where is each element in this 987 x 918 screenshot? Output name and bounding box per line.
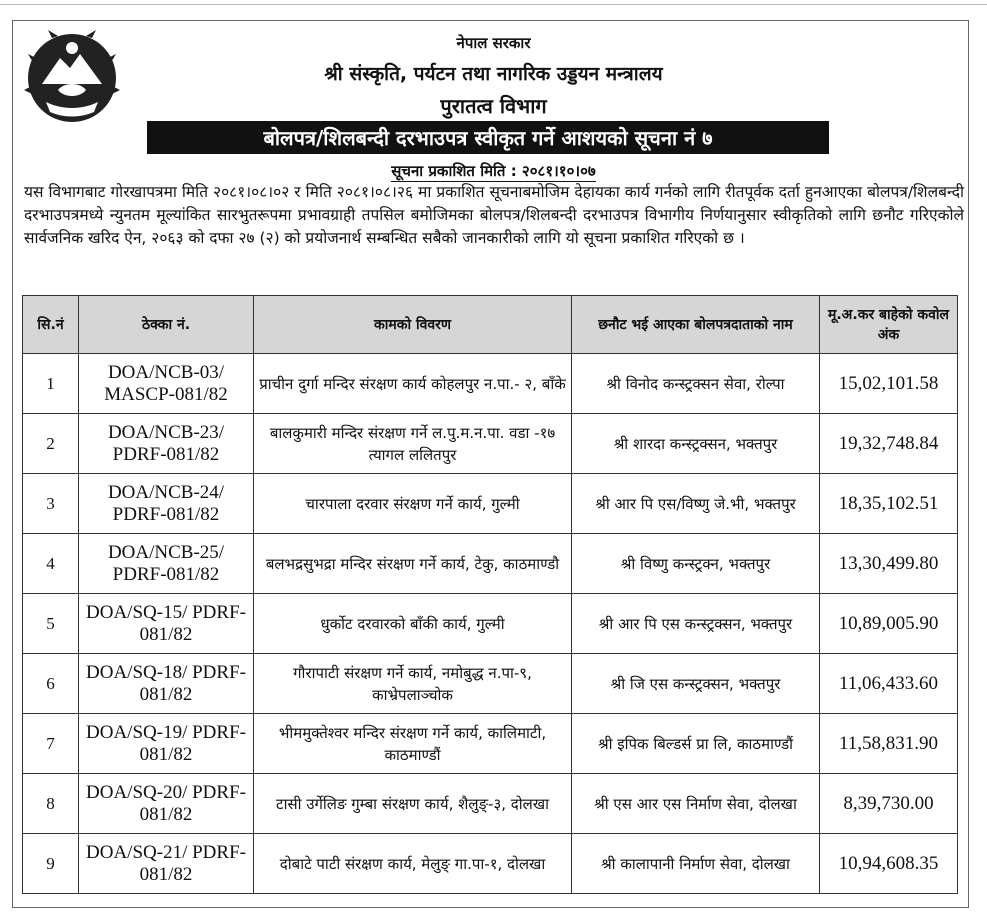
row-bidder-name: श्री इपिक बिल्डर्स प्रा लि, काठमाण्डौं — [572, 714, 820, 774]
row-bid-amount: 11,58,831.90 — [820, 714, 958, 774]
table-row — [23, 834, 958, 894]
row-sn: 7 — [23, 714, 79, 774]
row-bidder-name: श्री विनोद कन्स्ट्रक्सन सेवा, रोल्पा — [572, 354, 820, 414]
row-bidder-name: श्री जि एस कन्स्ट्रक्सन, भक्तपुर — [572, 654, 820, 714]
row-contract-no: DOA/SQ-21/ PDRF-081/82 — [79, 834, 254, 894]
header-bid-amount: मू.अ.कर बाहेको कवोल अंक — [820, 296, 958, 354]
row-bid-amount: 10,94,608.35 — [820, 834, 958, 894]
row-contract-no: DOA/SQ-18/ PDRF-081/82 — [79, 654, 254, 714]
row-sn: 1 — [23, 354, 79, 414]
row-sn: 8 — [23, 774, 79, 834]
header-sn: सि.नं — [23, 296, 79, 354]
table-row — [23, 774, 958, 834]
table-header-row — [23, 296, 958, 354]
row-sn: 5 — [23, 594, 79, 654]
row-bidder-name: श्री कालापानी निर्माण सेवा, दोलखा — [572, 834, 820, 894]
row-bid-amount: 13,30,499.80 — [820, 534, 958, 594]
row-sn: 6 — [23, 654, 79, 714]
table-row — [23, 654, 958, 714]
notice-title-banner — [147, 121, 829, 154]
table-row — [23, 414, 958, 474]
table-row — [23, 474, 958, 534]
row-bidder-name: श्री एस आर एस निर्माण सेवा, दोलखा — [572, 774, 820, 834]
row-contract-no: DOA/NCB-03/ MASCP-081/82 — [79, 354, 254, 414]
department-name: पुरातत्व विभाग — [440, 94, 547, 118]
row-sn: 4 — [23, 534, 79, 594]
row-bid-amount: 11,06,433.60 — [820, 654, 958, 714]
table-row — [23, 534, 958, 594]
published-date-text: सूचना प्रकाशित मिति : २०८१।१०।०७ — [391, 162, 596, 180]
row-work-description: भीममुक्तेश्वर मन्दिर संरक्षण गर्ने कार्य, कालिमाटी, काठमाण्डौं — [254, 714, 572, 774]
top-divider — [0, 4, 987, 5]
government-name: नेपाल सरकार — [456, 34, 531, 52]
row-contract-no: DOA/SQ-20/ PDRF-081/82 — [79, 774, 254, 834]
row-work-description: टासी उर्गेलिङ गुम्बा संरक्षण कार्य, शैलुङ्-३, दोलखा — [254, 774, 572, 834]
row-contract-no: DOA/SQ-19/ PDRF-081/82 — [79, 714, 254, 774]
row-contract-no: DOA/NCB-23/ PDRF-081/82 — [79, 414, 254, 474]
row-bid-amount: 8,39,730.00 — [820, 774, 958, 834]
row-bid-amount: 18,35,102.51 — [820, 474, 958, 534]
ministry-name: श्री संस्कृति, पर्यटन तथा नागरिक उड्डयन मन्त्रालय — [324, 63, 663, 85]
row-bid-amount: 10,89,005.90 — [820, 594, 958, 654]
notice-title: बोलपत्र/शिलबन्दी दरभाउपत्र स्वीकृत गर्ने आशयको सूचना नं ७ — [263, 126, 713, 150]
row-work-description: बालकुमारी मन्दिर संरक्षण गर्ने ल.पु.म.न.पा. वडा -१७ त्यागल ललितपुर — [254, 414, 572, 474]
row-sn: 9 — [23, 834, 79, 894]
header-contract-no: ठेक्का नं. — [79, 296, 254, 354]
row-work-description: दोबाटे पाटी संरक्षण कार्य, मेलुङ् गा.पा-१, दोलखा — [254, 834, 572, 894]
row-work-description: प्राचीन दुर्गा मन्दिर संरक्षण कार्य कोहलपुर न.पा.- २, बाँके — [254, 354, 572, 414]
row-sn: 2 — [23, 414, 79, 474]
selected-bids-table — [22, 295, 958, 894]
table-row — [23, 594, 958, 654]
published-date — [0, 161, 987, 181]
row-contract-no: DOA/SQ-15/ PDRF-081/82 — [79, 594, 254, 654]
notice-body: यस विभागबाट गोरखापत्रमा मिति २०८१।०८।०२ र मिति २०८१।०८।२६ मा प्रकाशित सूचनाबमोजिम देहायका कार्य गर्नको लागि रीतपूर्वक दर्ता हुनआएका बोलपत्र/शिलबन्दी दरभाउपत्रमध्ये न्युनतम मूल्यांकित सारभुतरूपमा प्रभावग्राही तपसिल बमोजिमका बोलपत्र/शिलबन्दी दरभाउपत्र विभागीय निर्णयानुसार स्वीकृतिको लागि छनौट गरिएकोले सार्वजनिक खरिद ऐन, २०६३ को दफा २७ (२) को प्रयोजनार्थ सम्बन्धित सबैको जानकारीको लागि यो सूचना प्रकाशित गरिएको छ । — [24, 183, 964, 247]
row-bidder-name: श्री आर पि एस/विष्णु जे.भी, भक्तपुर — [572, 474, 820, 534]
table-row — [23, 714, 958, 774]
table-row — [23, 354, 958, 414]
header-work-description: कामको विवरण — [254, 296, 572, 354]
row-contract-no: DOA/NCB-25/ PDRF-081/82 — [79, 534, 254, 594]
row-bidder-name: श्री शारदा कन्स्ट्रक्सन, भक्तपुर — [572, 414, 820, 474]
row-sn: 3 — [23, 474, 79, 534]
row-contract-no: DOA/NCB-24/ PDRF-081/82 — [79, 474, 254, 534]
row-bidder-name: श्री आर पि एस कन्स्ट्रक्सन, भक्तपुर — [572, 594, 820, 654]
row-work-description: चारपाला दरवार संरक्षण गर्ने कार्य, गुल्मी — [254, 474, 572, 534]
header-bidder-name: छनौट भई आएका बोलपत्रदाताको नाम — [572, 296, 820, 354]
row-bid-amount: 15,02,101.58 — [820, 354, 958, 414]
row-work-description: धुर्कोट दरवारको बाँकी कार्य, गुल्मी — [254, 594, 572, 654]
row-bid-amount: 19,32,748.84 — [820, 414, 958, 474]
row-bidder-name: श्री विष्णु कन्स्ट्रक्न, भक्तपुर — [572, 534, 820, 594]
row-work-description: बलभद्रसुभद्रा मन्दिर संरक्षण गर्ने कार्य, टेकु, काठमाण्डौ — [254, 534, 572, 594]
row-work-description: गौरापाटी संरक्षण गर्ने कार्य, नमोबुद्ध न.पा-९, काभ्रेपलाञ्चोक — [254, 654, 572, 714]
